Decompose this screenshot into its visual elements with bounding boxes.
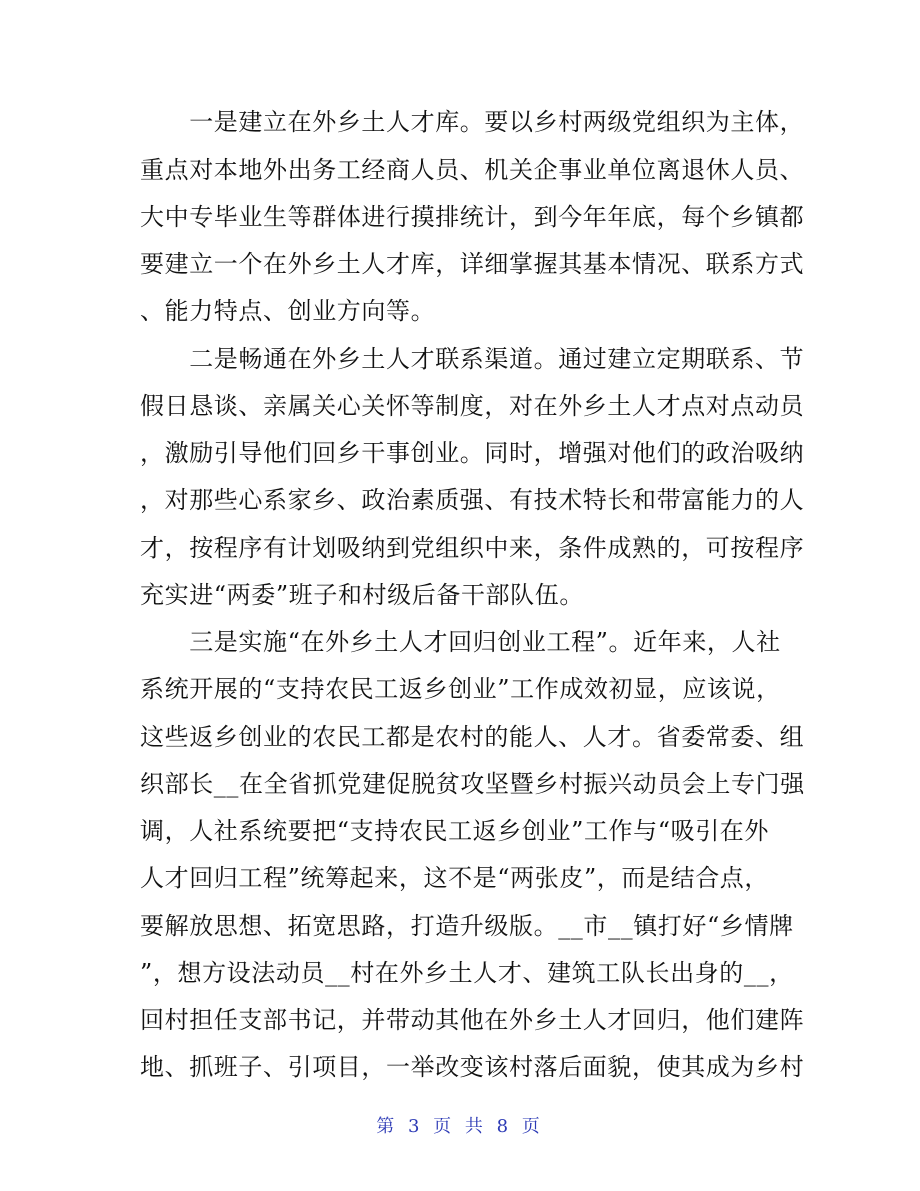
body-text-line: 要解放思想、拓宽思路，打造升级版。__市__镇打好“乡情牌 xyxy=(140,912,794,940)
body-text-line: 系统开展的“支持农民工返乡创业”工作成效初显，应该说， xyxy=(140,675,781,703)
page-number-footer: 第 3 页 共 8 页 xyxy=(376,1116,544,1137)
body-text-line: 三是实施“在外乡土人才回归创业工程”。近年来，人社 xyxy=(140,628,781,656)
body-text-line: 地、抓班子、引项目，一举改变该村落后面貌，使其成为乡村 xyxy=(140,1053,805,1081)
body-text-line: 一是建立在外乡土人才库。要以乡村两级党组织为主体， xyxy=(140,108,805,136)
body-text-line: ”，想方设法动员__村在外乡土人才、建筑工队长出身的__， xyxy=(140,959,794,987)
body-text-line: ，激励引导他们回乡干事创业。同时，增强对他们的政治吸纳 xyxy=(140,439,805,467)
body-text-line: ，对那些心系家乡、政治素质强、有技术特长和带富能力的人 xyxy=(140,486,805,514)
body-text-line: 回村担任支部书记，并带动其他在外乡土人才回归，他们建阵 xyxy=(140,1006,805,1034)
body-text-line: 才，按程序有计划吸纳到党组织中来，条件成熟的，可按程序 xyxy=(140,534,805,562)
body-text-line: 、能力特点、创业方向等。 xyxy=(140,297,436,325)
body-text-line: 织部长__在全省抓党建促脱贫攻坚暨乡村振兴动员会上专门强 xyxy=(140,770,805,798)
body-text-line: 人才回归工程”统筹起来，这不是“两张皮”，而是结合点， xyxy=(140,864,770,892)
body-text-line: 要建立一个在外乡土人才库，详细掌握其基本情况、联系方式 xyxy=(140,250,805,278)
body-text-line: 调，人社系统要把“支持农民工返乡创业”工作与“吸引在外 xyxy=(140,817,770,845)
body-text-line: 重点对本地外出务工经商人员、机关企事业单位离退休人员、 xyxy=(140,156,805,184)
body-text-line: 这些返乡创业的农民工都是农村的能人、人才。省委常委、组 xyxy=(140,723,805,751)
body-text-line: 充实进“两委”班子和村级后备干部队伍。 xyxy=(140,581,584,609)
body-text-line: 假日恳谈、亲属关心关怀等制度，对在外乡土人才点对点动员 xyxy=(140,392,805,420)
body-text-line: 二是畅通在外乡土人才联系渠道。通过建立定期联系、节 xyxy=(140,345,805,373)
body-text-line: 大中专毕业生等群体进行摸排统计，到今年年底，每个乡镇都 xyxy=(140,203,805,231)
